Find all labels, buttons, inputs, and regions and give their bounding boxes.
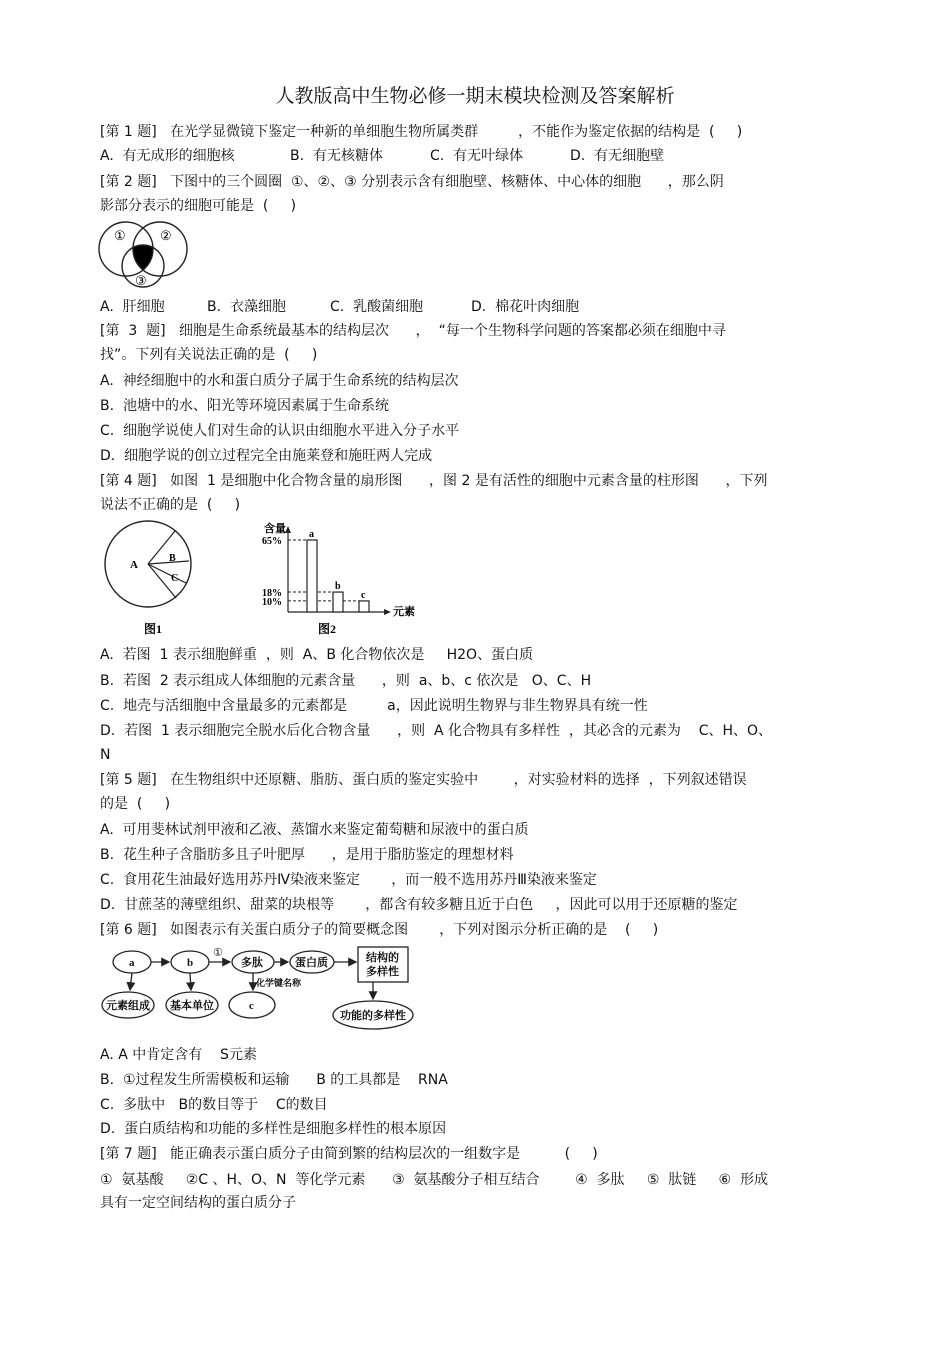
q6-option-c: C. 多肽中 B的数目等于 C的数目	[100, 1097, 328, 1113]
q5-option-c: C. 食用花生油最好选用苏丹Ⅳ染液来鉴定 ，而一般不选用苏丹Ⅲ染液来鉴定	[100, 872, 597, 888]
q5-stem-line2: 的是 ( )	[100, 796, 171, 812]
q7-items-line1: ① 氨基酸 ②C 、H、O、N 等化学元素 ③ 氨基酸分子相互结合 ④ 多肽 ⑤ 肽链 ⑥ 形成	[100, 1172, 769, 1188]
fig1-caption: 图1	[144, 622, 163, 636]
q4-stem-line1: [第 4 题] 如图 1 是细胞中化合物含量的扇形图 ，图 2 是有活性的细胞中元素含量的柱形图 ，下列	[100, 473, 768, 489]
q2-option-b: B. 衣藻细胞	[207, 299, 286, 315]
fig2-bar-label: a	[309, 529, 314, 540]
protein-concept-map	[100, 942, 420, 1037]
node-b-label: b	[187, 957, 194, 969]
q6-option-a: A. A 中肯定含有 S元素	[100, 1047, 257, 1063]
q7-items-line2: 具有一定空间结构的蛋白质分子	[100, 1195, 296, 1211]
q3-stem-line2: 找”。下列有关说法正确的是 ( )	[100, 347, 318, 363]
page-title: 人教版高中生物必修一期末模块检测及答案解析	[275, 85, 675, 107]
fig2-bar-label: c	[361, 589, 366, 601]
edge-a-elements	[130, 973, 132, 990]
venn-diagram	[98, 218, 190, 290]
q4-option-d: D. 若图 1 表示细胞完全脱水后化合物含量 ，则 A 化合物具有多样性 ，其必含的元素为 C、H、O、	[100, 723, 773, 739]
q3-option-b: B. 池塘中的水、阳光等环境因素属于生命系统	[100, 398, 389, 414]
q6-option-b: B. ①过程发生所需模板和运输 B 的工具都是 RNA	[100, 1072, 448, 1088]
venn-label-3: ③	[135, 273, 147, 288]
fig2-bar	[307, 540, 317, 612]
q3-option-a: A. 神经细胞中的水和蛋白质分子属于生命系统的结构层次	[100, 373, 459, 389]
q2-option-d: D. 棉花叶肉细胞	[471, 299, 580, 315]
q2-option-c: C. 乳酸菌细胞	[330, 299, 424, 315]
q2-stem-line2: 影部分表示的细胞可能是 ( )	[100, 198, 297, 214]
q4-option-c: C. 地壳与活细胞中含量最多的元素都是 a，因此说明生物界与非生物界具有统一性	[100, 698, 648, 714]
node-structure-label-1: 结构的	[366, 952, 399, 964]
q1-stem: [第 1 题] 在光学显微镜下鉴定一种新的单细胞生物所属类群 ，不能作为鉴定依据的结构是 ( )	[100, 124, 743, 140]
q5-option-a: A. 可用斐林试剂甲液和乙液、蒸馏水来鉴定葡萄糖和尿液中的蛋白质	[100, 822, 529, 838]
edge-b-basic-unit	[190, 973, 191, 990]
q3-option-d: D. 细胞学说的创立过程完全由施莱登和施旺两人完成	[100, 448, 433, 464]
fig2-x-arrow	[384, 609, 391, 615]
q2-stem-line1: [第 2 题] 下图中的三个圆圈 ①、②、③ 分别表示含有细胞壁、核糖体、中心体的细胞 ，那么阴	[100, 174, 724, 190]
fig2-bar-chart	[258, 520, 418, 640]
q1-option-b: B. 有无核糖体	[290, 148, 383, 164]
q5-stem-line1: [第 5 题] 在生物组织中还原糖、脂肪、蛋白质的鉴定实验中 ，对实验材料的选择 ，下列叙述错误	[100, 772, 747, 788]
fig2-bar	[333, 592, 343, 612]
node-elements-label: 元素组成	[106, 1000, 150, 1012]
node-a-label: a	[129, 957, 135, 969]
fig1-label-a: A	[130, 559, 138, 571]
q4-option-a: A. 若图 1 表示细胞鲜重 ，则 A、B 化合物依次是 H2O、蛋白质	[100, 647, 534, 663]
q4-option-d-cont: N	[100, 747, 111, 763]
q4-stem-line2: 说法不正确的是 ( )	[100, 497, 241, 513]
node-polypeptide-label: 多肽	[241, 957, 263, 969]
fig1-pie-chart	[100, 516, 200, 640]
node-protein-label: 蛋白质	[295, 957, 328, 969]
q5-option-d: D. 甘蔗茎的薄壁组织、甜菜的块根等 ，都含有较多糖且近于白色 ，因此可以用于还原糖的鉴定	[100, 897, 738, 913]
fig2-xlabel: 元素	[393, 606, 415, 618]
q4-option-b: B. 若图 2 表示组成人体细胞的元素含量 ，则 a、b、c 依次是 O、C、H	[100, 673, 592, 689]
fig2-ylabel: 含量	[264, 523, 286, 535]
fig2-ytick-label: 18%	[262, 588, 282, 600]
bond-name-label: 化学键名称	[256, 978, 302, 988]
node-function-label: 功能的多样性	[340, 1010, 406, 1022]
fig1-label-c: C	[171, 573, 179, 584]
venn-label-2: ②	[160, 228, 172, 243]
q6-option-d: D. 蛋白质结构和功能的多样性是细胞多样性的根本原因	[100, 1121, 447, 1137]
q7-stem: [第 7 题] 能正确表示蛋白质分子由简到繁的结构层次的一组数字是 ( )	[100, 1146, 598, 1162]
q5-option-b: B. 花生种子含脂肪多且子叶肥厚 ，是用于脂肪鉴定的理想材料	[100, 847, 514, 863]
fig2-bar-label: b	[335, 581, 341, 593]
step-1-label: ①	[213, 947, 223, 959]
q1-option-c: C. 有无叶绿体	[430, 148, 524, 164]
q6-stem: [第 6 题] 如图表示有关蛋白质分子的简要概念图 ，下列对图示分析正确的是 ( )	[100, 922, 659, 938]
fig1-sector-line	[148, 564, 186, 583]
q3-option-c: C. 细胞学说使人们对生命的认识由细胞水平进入分子水平	[100, 423, 460, 439]
q1-option-a: A. 有无成形的细胞核	[100, 148, 235, 164]
q1-option-d: D. 有无细胞壁	[570, 148, 665, 164]
fig2-ytick-label: 65%	[262, 536, 282, 547]
q3-stem-line1: [第 3 题] 细胞是生命系统最基本的结构层次 ， “每一个生物科学问题的答案都必须在细胞中寻	[100, 323, 726, 339]
fig2-caption: 图2	[318, 622, 337, 636]
fig1-label-b: B	[169, 553, 176, 564]
venn-label-1: ①	[114, 228, 126, 243]
node-structure-label-2: 多样性	[366, 966, 399, 978]
node-c-label: c	[249, 1000, 254, 1012]
fig2-ytick-label: 10%	[262, 596, 282, 608]
node-basic-unit-label: 基本单位	[170, 1000, 214, 1012]
fig2-bar	[359, 601, 369, 612]
q2-option-a: A. 肝细胞	[100, 299, 165, 315]
